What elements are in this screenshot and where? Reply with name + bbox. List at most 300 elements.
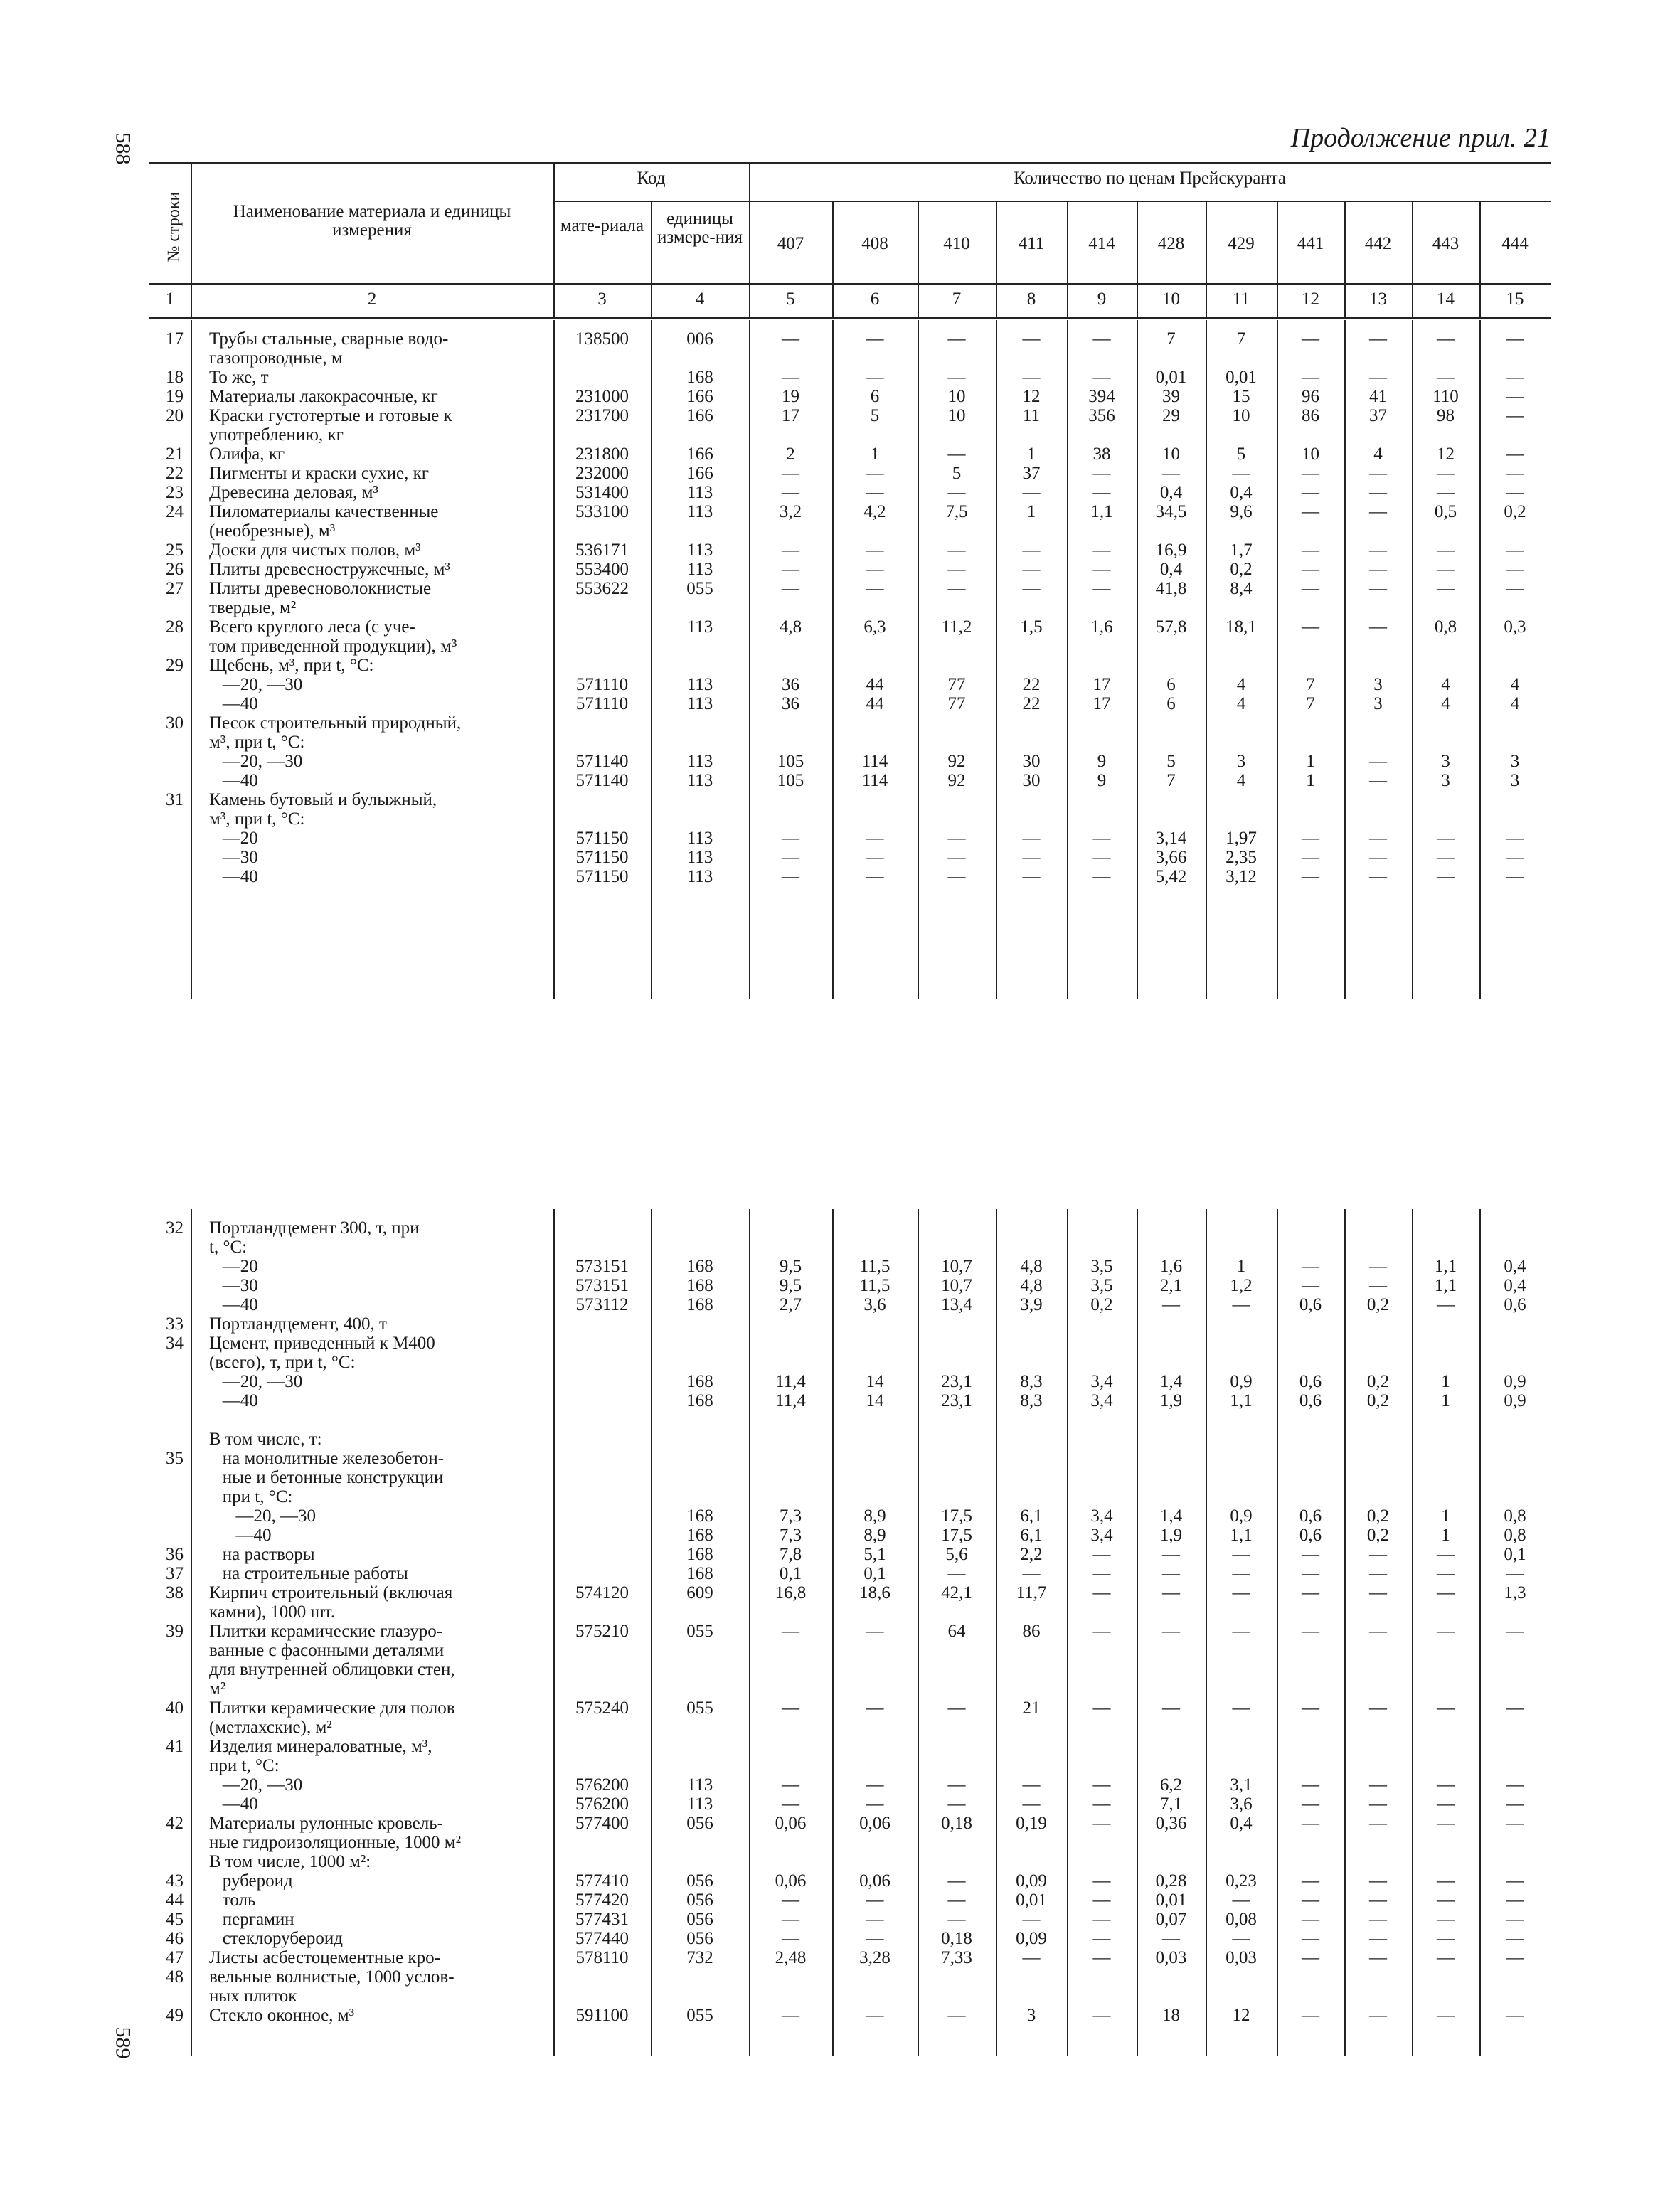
s2-value: — (1092, 1910, 1111, 1929)
s2-value: — (1092, 1891, 1111, 1910)
s2-row-number: 39 (166, 1622, 184, 1641)
s1-value: 0,5 (1434, 502, 1457, 521)
s2-value: — (947, 1871, 966, 1891)
s2-value: 3,4 (1090, 1391, 1113, 1410)
s1-value: 1,7 (1230, 541, 1253, 560)
s2-material-code: 573112 (575, 1295, 629, 1314)
s1-value: 5 (870, 406, 880, 425)
s2-value: 23,1 (941, 1372, 972, 1391)
s2-value: 0,03 (1226, 1948, 1257, 1967)
s2-value: — (1022, 1795, 1041, 1814)
s1-value: — (866, 541, 884, 560)
s2-value: 0,6 (1299, 1526, 1322, 1545)
s1-value: — (1369, 502, 1387, 521)
s2-material-code: 577431 (575, 1910, 629, 1929)
s1-value: 37 (1369, 406, 1387, 425)
header-code: Код (637, 169, 666, 188)
s1-value: — (782, 867, 799, 886)
s1-row-number: 29 (166, 656, 184, 675)
s1-value: 114 (861, 752, 888, 771)
s2-value: — (1302, 1698, 1319, 1718)
s2-material-code: 577420 (575, 1891, 629, 1910)
s2-vline (832, 1209, 834, 2056)
header-price-list-410: 410 (943, 234, 970, 253)
s1-value: 4 (1510, 694, 1520, 713)
s2-value: — (947, 1891, 966, 1910)
s1-value: 3 (1441, 752, 1450, 771)
s1-value: 10 (947, 387, 966, 406)
s2-value: 0,6 (1299, 1391, 1322, 1410)
s1-material-name: Песок строительный природный, (209, 713, 462, 733)
s2-value: — (1369, 1583, 1387, 1602)
s2-row-number: 36 (166, 1545, 184, 1564)
s2-value: 0,4 (1504, 1276, 1526, 1295)
s2-value: 0,06 (859, 1814, 890, 1833)
s1-value: — (1369, 771, 1387, 790)
s2-value: — (1022, 1775, 1041, 1795)
s2-value: — (1232, 1545, 1250, 1564)
s1-value: 3 (1236, 752, 1246, 771)
s1-value: 4 (1236, 771, 1246, 790)
s1-value: — (866, 464, 884, 483)
s2-value: 1,2 (1230, 1276, 1253, 1295)
s2-value: 0,18 (941, 1929, 972, 1948)
s2-material-name: Портландцемент 300, т, при (209, 1218, 420, 1238)
s1-value: — (1369, 368, 1387, 387)
s2-value: 0,6 (1299, 1295, 1322, 1314)
column-number: 6 (870, 289, 880, 309)
s2-value: — (782, 1929, 799, 1948)
s2-value: 1 (1441, 1372, 1450, 1391)
s1-value: — (1022, 560, 1041, 579)
s2-value: 1,6 (1159, 1257, 1183, 1276)
s2-value: — (866, 1698, 884, 1718)
s2-value: — (1302, 1583, 1319, 1602)
s1-value: 0,8 (1434, 617, 1457, 637)
s2-row-number: 42 (166, 1814, 184, 1833)
s2-value: — (1232, 1564, 1250, 1583)
column-number: 10 (1162, 289, 1180, 309)
header-vline (1137, 201, 1138, 317)
s1-value: 2,35 (1226, 848, 1257, 867)
s2-value: — (782, 2006, 799, 2025)
s2-material-name: при t, °С: (209, 1487, 293, 1506)
s2-value: 0,06 (775, 1871, 807, 1891)
header-price-list-429: 429 (1228, 234, 1255, 253)
s2-material-name: Цемент, приведенный к М400 (209, 1334, 435, 1353)
s1-value: 22 (1022, 675, 1041, 694)
s2-value: — (1022, 1948, 1041, 1967)
s1-material-name: Краски густотертые и готовые к (209, 406, 452, 425)
s1-value: 4,2 (863, 502, 886, 521)
s2-value: 11,5 (859, 1276, 890, 1295)
s2-value: — (1437, 1295, 1455, 1314)
s1-value: 11,2 (941, 617, 972, 637)
s2-value: — (1302, 1948, 1319, 1967)
s2-unit-code: 168 (686, 1526, 713, 1545)
s2-value: — (1369, 2006, 1387, 2025)
column-number: 2 (367, 289, 377, 309)
s2-material-name: камни), 1000 шт. (209, 1602, 336, 1622)
s2-value: 2,48 (775, 1948, 807, 1967)
s2-value: 1 (1441, 1506, 1450, 1526)
s1-value: 44 (866, 675, 884, 694)
s1-material-code: 571110 (575, 675, 629, 694)
s1-value: 10 (1302, 445, 1319, 464)
s2-value: — (1506, 1564, 1524, 1583)
s2-value: — (1232, 1583, 1250, 1602)
s2-value: 4,8 (1020, 1257, 1043, 1276)
s1-value: 3 (1373, 675, 1383, 694)
s1-unit-code: 166 (686, 445, 713, 464)
s2-material-name: Стекло оконное, м³ (209, 2006, 355, 2025)
s1-material-code: 553400 (575, 560, 629, 579)
s1-unit-code: 055 (686, 579, 713, 598)
s1-value: 0,01 (1226, 368, 1257, 387)
s1-value: — (1302, 329, 1319, 349)
s1-material-name: Пиломатериалы качественные (209, 502, 439, 521)
column-number: 9 (1097, 289, 1107, 309)
s2-material-code: 575240 (575, 1698, 629, 1718)
s1-material-name: —40 (209, 867, 258, 886)
s2-value: 0,6 (1299, 1372, 1322, 1391)
s2-value: — (1092, 1698, 1111, 1718)
s2-value: 8,3 (1020, 1391, 1043, 1410)
s2-value: 0,4 (1230, 1814, 1253, 1833)
s2-value: — (1437, 1583, 1455, 1602)
s1-value: — (1369, 464, 1387, 483)
s1-value: 4 (1236, 694, 1246, 713)
header-quantity: Количество по ценам Прейскуранта (1013, 169, 1287, 188)
s1-value: — (1369, 867, 1387, 886)
s1-value: 3 (1373, 694, 1383, 713)
s2-value: — (1369, 1929, 1387, 1948)
s1-value: — (1369, 541, 1387, 560)
s1-value: — (1302, 483, 1319, 502)
s1-value: — (1162, 464, 1180, 483)
s2-value: 1,1 (1434, 1257, 1457, 1276)
s2-material-name: на монолитные железобетон- (209, 1449, 445, 1468)
s1-material-code: 533100 (575, 502, 629, 521)
s1-value: 7 (1306, 675, 1315, 694)
s2-row-number: 49 (166, 2006, 184, 2025)
s2-value: 1,4 (1159, 1372, 1183, 1391)
column-number: 15 (1506, 289, 1524, 309)
s2-value: 0,6 (1299, 1506, 1322, 1526)
s2-unit-code: 168 (686, 1295, 713, 1314)
s1-material-name: м³, при t, °С: (209, 733, 305, 752)
s2-row-number: 48 (166, 1967, 184, 1987)
s2-row-number: 45 (166, 1910, 184, 1929)
column-number: 11 (1232, 289, 1250, 309)
s1-value: — (1437, 464, 1455, 483)
s1-vline (191, 320, 192, 999)
s1-value: 3,2 (779, 502, 802, 521)
s1-value: — (782, 329, 799, 349)
s2-value: — (947, 1564, 966, 1583)
s2-value: 3,4 (1090, 1526, 1113, 1545)
s1-value: — (947, 541, 966, 560)
s2-material-name: —20, —30 (209, 1372, 303, 1391)
header-vline (1067, 201, 1068, 317)
s2-value: 1 (1441, 1526, 1450, 1545)
header-price-list-414: 414 (1088, 234, 1115, 253)
s2-value: — (1232, 1622, 1250, 1641)
s1-value: 96 (1302, 387, 1319, 406)
s2-material-name: Кирпич строительный (включая (209, 1583, 453, 1602)
s2-material-code: 573151 (575, 1257, 629, 1276)
s1-value: — (1437, 368, 1455, 387)
s1-material-name: м³, при t, °С: (209, 809, 305, 829)
s1-value: 0,4 (1159, 483, 1183, 502)
s1-value: 2 (786, 445, 795, 464)
s1-material-name: Трубы стальные, сварные водо- (209, 329, 449, 349)
s1-value: 0,2 (1230, 560, 1253, 579)
s1-value: — (1437, 848, 1455, 867)
s2-value: — (1369, 1698, 1387, 1718)
s1-material-name: Древесина деловая, м³ (209, 483, 378, 502)
s2-material-name: —30 (209, 1276, 258, 1295)
s1-material-name: Камень бутовый и булыжный, (209, 790, 437, 809)
s2-value: — (1162, 1295, 1180, 1314)
s2-value: — (947, 1698, 966, 1718)
s2-value: — (1162, 1545, 1180, 1564)
column-number: 4 (695, 289, 705, 309)
s2-value: 8,3 (1020, 1372, 1043, 1391)
s2-value: 1,1 (1230, 1526, 1253, 1545)
s1-value: — (1092, 560, 1111, 579)
s2-value: — (1092, 1795, 1111, 1814)
s2-value: — (1437, 1910, 1455, 1929)
s2-material-code: 576200 (575, 1795, 629, 1814)
s1-value: — (1022, 848, 1041, 867)
s1-value: 36 (782, 675, 799, 694)
s1-value: 17 (782, 406, 799, 425)
s1-unit-code: 166 (686, 406, 713, 425)
s1-unit-code: 113 (686, 829, 713, 848)
s2-row-number: 38 (166, 1583, 184, 1602)
s1-value: — (782, 829, 799, 848)
s1-material-code: 138500 (575, 329, 629, 349)
s2-value: 7,3 (779, 1526, 802, 1545)
s1-value: 30 (1022, 771, 1041, 790)
s1-value: 9 (1097, 771, 1107, 790)
s2-vline (749, 1209, 750, 2056)
s2-material-name: на растворы (209, 1545, 315, 1564)
s2-material-code: 573151 (575, 1276, 629, 1295)
s2-material-name: Плитки керамические глазуро- (209, 1622, 443, 1641)
s1-value: — (1506, 560, 1524, 579)
s2-value: 8,9 (863, 1506, 886, 1526)
s1-unit-code: 168 (686, 368, 713, 387)
s1-value: 86 (1302, 406, 1319, 425)
s1-unit-code: 006 (686, 329, 713, 349)
s2-value: 0,4 (1504, 1257, 1526, 1276)
s2-value: — (1437, 1698, 1455, 1718)
s2-value: — (782, 1910, 799, 1929)
s1-value: 1 (1026, 445, 1036, 464)
s2-value: — (1162, 1583, 1180, 1602)
s2-material-name: t, °С: (209, 1238, 248, 1257)
s1-row-number: 31 (166, 790, 184, 809)
s2-value: 0,03 (1155, 1948, 1187, 1967)
s1-value: — (1437, 560, 1455, 579)
s2-material-name: Листы асбестоцементные кро- (209, 1948, 440, 1967)
s2-value: — (1162, 1622, 1180, 1641)
s1-value: — (1437, 483, 1455, 502)
s1-value: 92 (947, 771, 966, 790)
header-vline (1206, 201, 1207, 317)
s2-material-name: —20, —30 (209, 1506, 316, 1526)
s1-value: — (782, 483, 799, 502)
s2-value: — (1506, 1948, 1524, 1967)
s1-value: 12 (1437, 445, 1455, 464)
s1-value: 7 (1166, 329, 1176, 349)
s2-unit-code: 732 (686, 1948, 713, 1967)
s2-material-name: ванные с фасонными деталями (209, 1641, 445, 1660)
s1-value: 9,6 (1230, 502, 1253, 521)
s2-value: 3,6 (1230, 1795, 1253, 1814)
s1-value: — (1022, 579, 1041, 598)
s2-value: — (1437, 1929, 1455, 1948)
s2-value: — (866, 1891, 884, 1910)
s2-value: — (1302, 1871, 1319, 1891)
s2-row-number: 35 (166, 1449, 184, 1468)
s1-value: — (866, 829, 884, 848)
s2-value: 0,9 (1504, 1391, 1526, 1410)
s1-unit-code: 113 (686, 848, 713, 867)
s2-value: — (1369, 1948, 1387, 1967)
s2-material-code: 576200 (575, 1775, 629, 1795)
s1-value: 4,8 (779, 617, 802, 637)
s1-value: — (1022, 329, 1041, 349)
s1-value: — (1506, 541, 1524, 560)
header-vline (1344, 201, 1346, 317)
s1-unit-code: 113 (686, 867, 713, 886)
s1-row-number: 28 (166, 617, 184, 637)
s1-value: — (1302, 829, 1319, 848)
s1-value: — (866, 867, 884, 886)
s2-value: 10,7 (941, 1257, 972, 1276)
s1-value: — (1369, 848, 1387, 867)
header-vline (832, 201, 834, 317)
s2-value: 11,5 (859, 1257, 890, 1276)
s2-value: — (1022, 1564, 1041, 1583)
s1-value: — (947, 329, 966, 349)
s1-value: 34,5 (1155, 502, 1187, 521)
s1-value: — (1506, 406, 1524, 425)
s2-value: 7,33 (941, 1948, 972, 1967)
s1-value: 394 (1088, 387, 1115, 406)
s2-value: — (866, 1775, 884, 1795)
s1-value: 1,5 (1020, 617, 1043, 637)
s2-value: 7,3 (779, 1506, 802, 1526)
s2-material-name: толь (209, 1891, 256, 1910)
s2-material-name: рубероид (209, 1871, 293, 1891)
s2-value: 21 (1022, 1698, 1041, 1718)
s1-unit-code: 166 (686, 464, 713, 483)
s2-value: — (1302, 1814, 1319, 1833)
s2-value: — (947, 1795, 966, 1814)
s1-value: 105 (777, 771, 804, 790)
s1-value: — (1022, 867, 1041, 886)
s1-value: 3,14 (1155, 829, 1187, 848)
column-number: 3 (597, 289, 607, 309)
s1-value: 1,1 (1090, 502, 1113, 521)
s2-value: 0,06 (859, 1871, 890, 1891)
s2-value: 6,1 (1020, 1526, 1043, 1545)
s2-material-name: пергамин (209, 1910, 294, 1929)
header-vline (1277, 201, 1278, 317)
s1-material-name: То же, т (209, 368, 269, 387)
s2-value: — (1302, 1564, 1319, 1583)
s1-value: — (1506, 579, 1524, 598)
s2-value: — (1162, 1929, 1180, 1948)
column-number: 5 (786, 289, 795, 309)
s1-value: 105 (777, 752, 804, 771)
s2-value: — (1369, 1775, 1387, 1795)
s2-unit-code: 056 (686, 1929, 713, 1948)
s1-value: 356 (1088, 406, 1115, 425)
s1-value: 5 (1236, 445, 1246, 464)
header-price-list-408: 408 (861, 234, 888, 253)
s2-value: 18,6 (859, 1583, 890, 1602)
s1-material-code: 571110 (575, 694, 629, 713)
s1-value: — (1506, 387, 1524, 406)
s1-value: — (1437, 867, 1455, 886)
s2-value: 3 (1026, 2006, 1036, 2025)
s2-value: 1 (1441, 1391, 1450, 1410)
s1-value: 1,97 (1226, 829, 1257, 848)
s1-material-name: Всего круглого леса (с уче- (209, 617, 415, 637)
s1-value: 0,2 (1504, 502, 1526, 521)
page-number-bottom: 589 (111, 2026, 135, 2059)
s1-value: — (1369, 752, 1387, 771)
s2-row-number: 47 (166, 1948, 184, 1967)
s2-material-code: 574120 (575, 1583, 629, 1602)
s2-value: — (1437, 1775, 1455, 1795)
s1-value: 29 (1162, 406, 1180, 425)
s1-value: — (1092, 329, 1111, 349)
s1-value: 36 (782, 694, 799, 713)
s2-material-name: для внутренней облицовки стен, (209, 1660, 455, 1679)
s1-unit-code: 113 (686, 560, 713, 579)
s2-value: — (1232, 1929, 1250, 1948)
s2-unit-code: 056 (686, 1910, 713, 1929)
s1-value: 9 (1097, 752, 1107, 771)
s2-value: — (1369, 1891, 1387, 1910)
s1-unit-code: 166 (686, 387, 713, 406)
column-number: 1 (165, 289, 175, 309)
s1-value: 17 (1092, 694, 1111, 713)
s2-value: 0,1 (779, 1564, 802, 1583)
s1-value: — (1437, 829, 1455, 848)
s2-value: — (1162, 1698, 1180, 1718)
s2-value: 2,1 (1159, 1276, 1183, 1295)
s2-value: 6,2 (1159, 1775, 1183, 1795)
s2-value: 0,07 (1155, 1910, 1187, 1929)
s2-value: 9,5 (779, 1276, 802, 1295)
s1-value: 0,4 (1230, 483, 1253, 502)
s1-material-name: Олифа, кг (209, 445, 285, 464)
s2-value: 14 (866, 1391, 884, 1410)
s1-value: 38 (1092, 445, 1111, 464)
s2-unit-code: 056 (686, 1871, 713, 1891)
s1-material-code: 232000 (575, 464, 629, 483)
s1-value: 5 (1166, 752, 1176, 771)
s2-value: 1,1 (1230, 1391, 1253, 1410)
s1-value: — (1437, 579, 1455, 598)
